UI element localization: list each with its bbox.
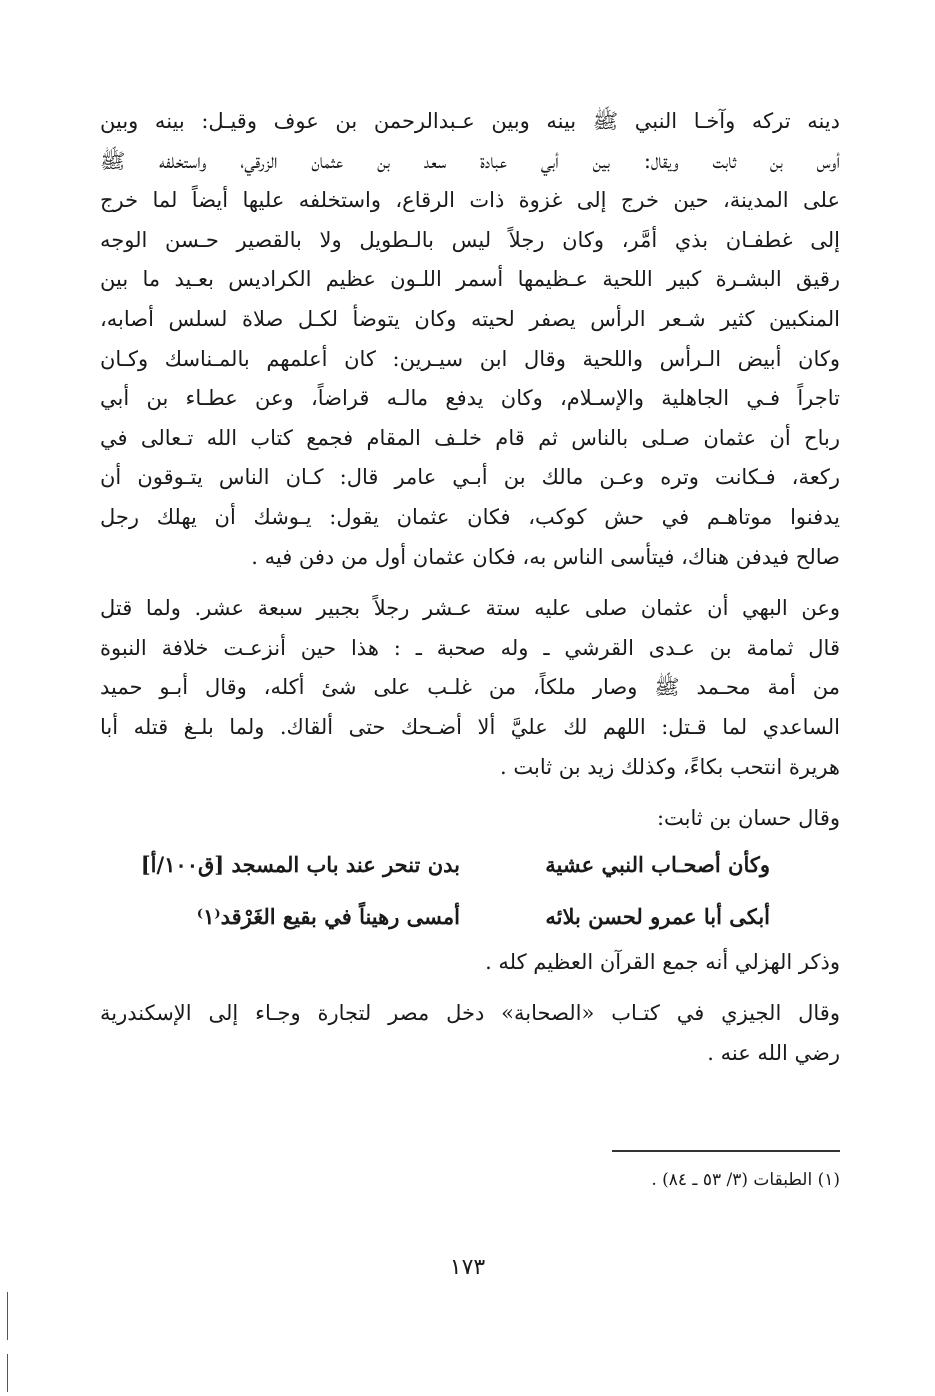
text-line: ركعة، فـكانت وتره وعـن مالك بن أبـي عامر قال: كـان الناس يتـوقون أن (100, 465, 840, 490)
text-line: المنكبين كثير شـعر الرأس يصفر لحيته وكان يتوضأ لكـل صلاة لسلس أصابه، (100, 306, 840, 331)
text-line: وكان أبيض الـرأس واللحية وقال ابن سيـرين: كان أعلمهم بالمـناسك وكـان (100, 346, 840, 371)
footnote: (١) الطبقات (٣/ ٥٣ ـ ٨٤) . (651, 1170, 840, 1190)
text-line: الساعدي لما قـتل: اللهم لك عليَّ ألا أضـحك حتى ألقاك. ولما بلـغ قتله أبا (100, 714, 840, 739)
paragraph-poem-intro (100, 799, 840, 839)
text-line: رباح أن عثمان صـلى بالناس ثم قام خلـف المقام فجمع كتاب الله تـعالى في (100, 425, 840, 450)
text-line: رضي الله عنه . (707, 1040, 840, 1065)
paragraph-quran-collection (100, 943, 840, 983)
text-line: على المدينة، حين خرج إلى غزوة ذات الرقاع، واستخلفه عليها أيضاً لما خرج (100, 188, 840, 213)
text-line: وعن البهي أن عثمان صلى عليه ستة عـشر رجلاً بجبير سبعة عشر. ولما قتل (100, 596, 840, 621)
footnote-divider (612, 1150, 840, 1152)
book-page-body (100, 102, 840, 1073)
text-line: أوس بن ثابت ويقال: بين أبي عبادة سعد بن عثمان الزرقي، واستخلفه ﷺ (100, 148, 840, 173)
paragraph-gap (100, 577, 840, 589)
paragraph-jizi (100, 994, 840, 1073)
text-line: تاجراً فـي الجاهلية والإسـلام، وكان يدفع مالـه قراضاً، وعن عطـاء بن أبي (100, 386, 840, 411)
text-line: دينه تركه وآخـا النبي ﷺ بينه وبين عـبدالرحمن بن عوف وقيـل: بينه وبين (100, 109, 840, 133)
scan-edge-mark (7, 1354, 8, 1392)
text-line: يدفنوا موتاهـم في حش كوكب، فكان عثمان يقول: يـوشك أن يهلك رجل (100, 504, 840, 529)
poem-second-hemistich: أمسى رهيناً في بقيع الغَرْقد⁽١⁾ (196, 903, 460, 929)
text-line: وذكر الهزلي أنه جمع القرآن العظيم كله . (485, 949, 840, 974)
text-line: قال ثمامة بن عـدى القرشي ـ وله صحبة ـ : هذا حين أنزعـت خلافة النبوة (100, 635, 840, 660)
scan-edge-mark (7, 1292, 8, 1340)
page-number: ١٧٣ (449, 1255, 486, 1280)
poem-second-hemistich: بدن تنحر عند باب المسجد [ق١٠٠/أ] (140, 851, 460, 877)
text-line: صالح فيدفن هناك، فيتأسى الناس به، فكان عثمان أول من دفن فيه . (251, 544, 840, 569)
text-line: من أمة محـمد ﷺ وصار ملكاً، من غلـب على شئ أكله، وقال أبـو حميد (100, 675, 840, 700)
poem-first-hemistich: وكأن أصحـاب النبي عشية (545, 851, 770, 877)
paragraph-gap (100, 787, 840, 799)
poem-first-hemistich: أبكى أبا عمرو لحسن بلائه (545, 903, 770, 929)
text-line: وقال الجيزي في كتـاب «الصحابة» دخل مصر لتجارة وجـاء إلى الإسكندرية (100, 1001, 840, 1026)
poem-verse (100, 839, 840, 891)
text-line: وقال حسان بن ثابت: (656, 806, 840, 831)
text-line: رقيق البشـرة كبير اللحية عـظيمها أسمر اللـون عظيم الكراديس بعـيد ما بين (100, 267, 840, 292)
poem-verses (100, 839, 840, 943)
poem-verse (100, 891, 840, 943)
paragraph-uthman-biography (100, 102, 840, 577)
text-line: إلى غطفـان بذي أمَّر، وكان رجلاً ليس بالـطويل ولا بالقصير حـسن الوجه (100, 227, 840, 252)
paragraph-gap (100, 982, 840, 994)
paragraph-funeral (100, 589, 840, 787)
text-line: هريرة انتحب بكاءً، وكذلك زيد بن ثابت . (500, 754, 840, 779)
